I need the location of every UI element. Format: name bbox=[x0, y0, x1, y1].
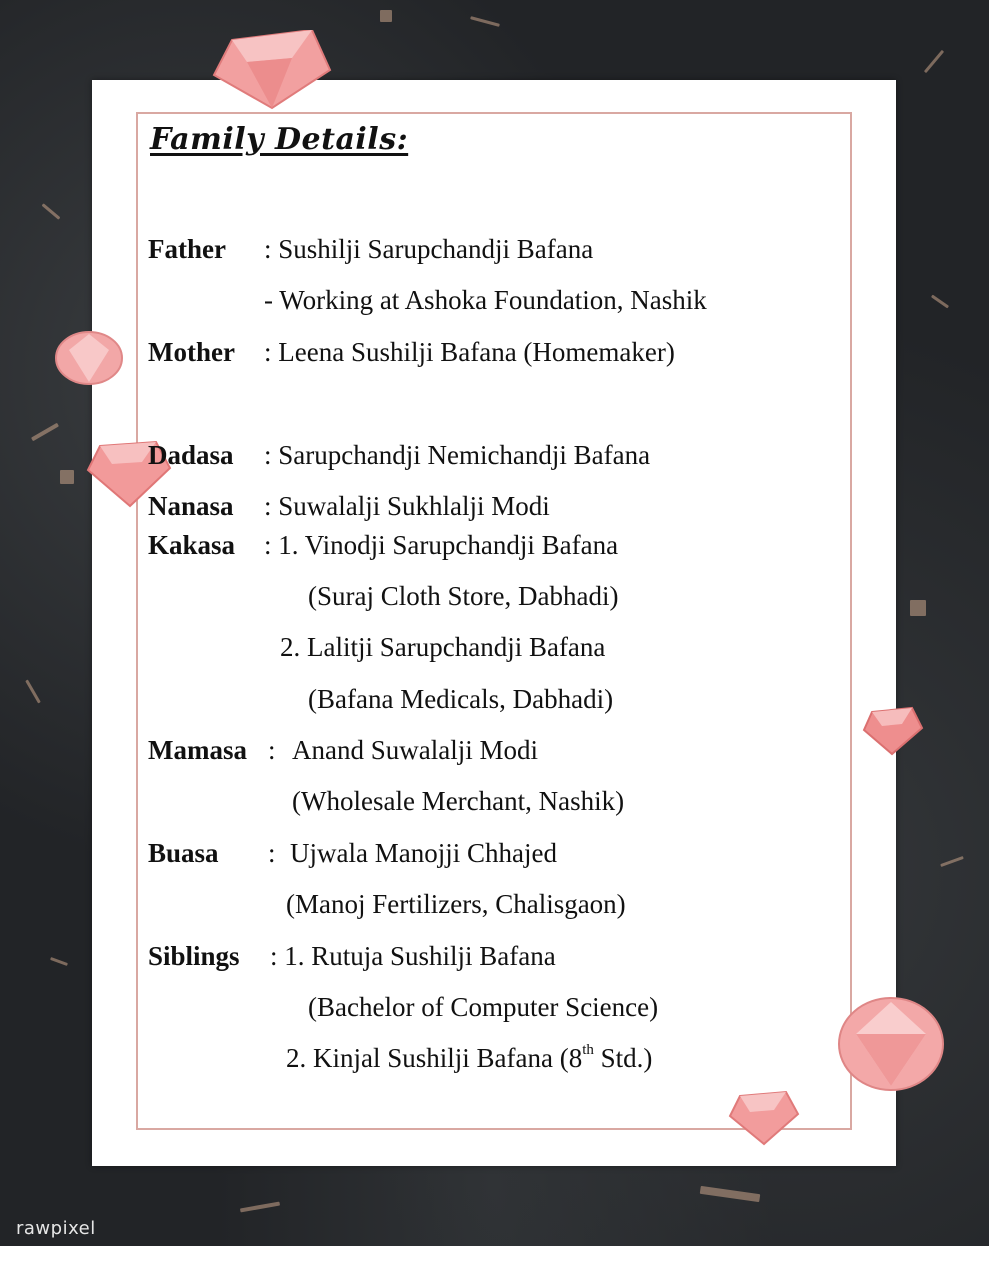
father-name: : Sushilji Sarupchandji Bafana bbox=[264, 234, 594, 264]
watermark-logo: rawpixel bbox=[16, 1218, 96, 1239]
diamond-gem-icon bbox=[836, 994, 946, 1094]
mother-name: : Leena Sushilji Bafana (Homemaker) bbox=[264, 337, 675, 367]
ordinal-suffix: th bbox=[582, 1042, 594, 1058]
rose-frame bbox=[136, 112, 852, 1130]
label-buasa: Buasa bbox=[148, 838, 219, 868]
siblings-2-text: 2. Kinjal Sushilji Bafana (8 bbox=[286, 1043, 583, 1073]
diamond-gem-icon bbox=[212, 30, 332, 110]
mamasa-name: Anand Suwalalji Modi bbox=[292, 735, 538, 765]
father-work: - Working at Ashoka Foundation, Nashik bbox=[264, 285, 707, 315]
buasa-name: Ujwala Manojji Chhajed bbox=[290, 838, 557, 868]
siblings-1: : 1. Rutuja Sushilji Bafana bbox=[270, 941, 556, 971]
siblings-1-note: (Bachelor of Computer Science) bbox=[308, 992, 659, 1022]
buasa-colon: : bbox=[268, 838, 276, 868]
kakasa-2-note: (Bafana Medicals, Dabhadi) bbox=[308, 684, 614, 714]
label-father: Father bbox=[148, 234, 226, 264]
dadasa-name: : Sarupchandji Nemichandji Bafana bbox=[264, 440, 651, 470]
diamond-gem-icon bbox=[54, 330, 124, 386]
label-mamasa: Mamasa bbox=[148, 735, 247, 765]
diamond-gem-icon bbox=[728, 1088, 800, 1146]
siblings-2 bbox=[286, 1042, 653, 1073]
mamasa-note: (Wholesale Merchant, Nashik) bbox=[292, 786, 625, 816]
kakasa-1-note: (Suraj Cloth Store, Dabhadi) bbox=[308, 581, 619, 611]
label-kakasa: Kakasa bbox=[148, 530, 236, 560]
siblings-2-std: Std.) bbox=[593, 1043, 653, 1073]
buasa-note: (Manoj Fertilizers, Chalisgaon) bbox=[286, 889, 626, 919]
mamasa-colon: : bbox=[268, 735, 276, 765]
label-nanasa: Nanasa bbox=[148, 491, 234, 521]
kakasa-1: : 1. Vinodji Sarupchandji Bafana bbox=[264, 530, 619, 560]
label-mother: Mother bbox=[148, 337, 235, 367]
nanasa-name: : Suwalalji Sukhlalji Modi bbox=[264, 491, 550, 521]
diamond-gem-icon bbox=[862, 706, 924, 756]
kakasa-2: 2. Lalitji Sarupchandji Bafana bbox=[280, 632, 606, 662]
page-title: Family Details: bbox=[150, 122, 409, 157]
label-dadasa: Dadasa bbox=[148, 440, 234, 470]
label-siblings: Siblings bbox=[148, 941, 240, 971]
